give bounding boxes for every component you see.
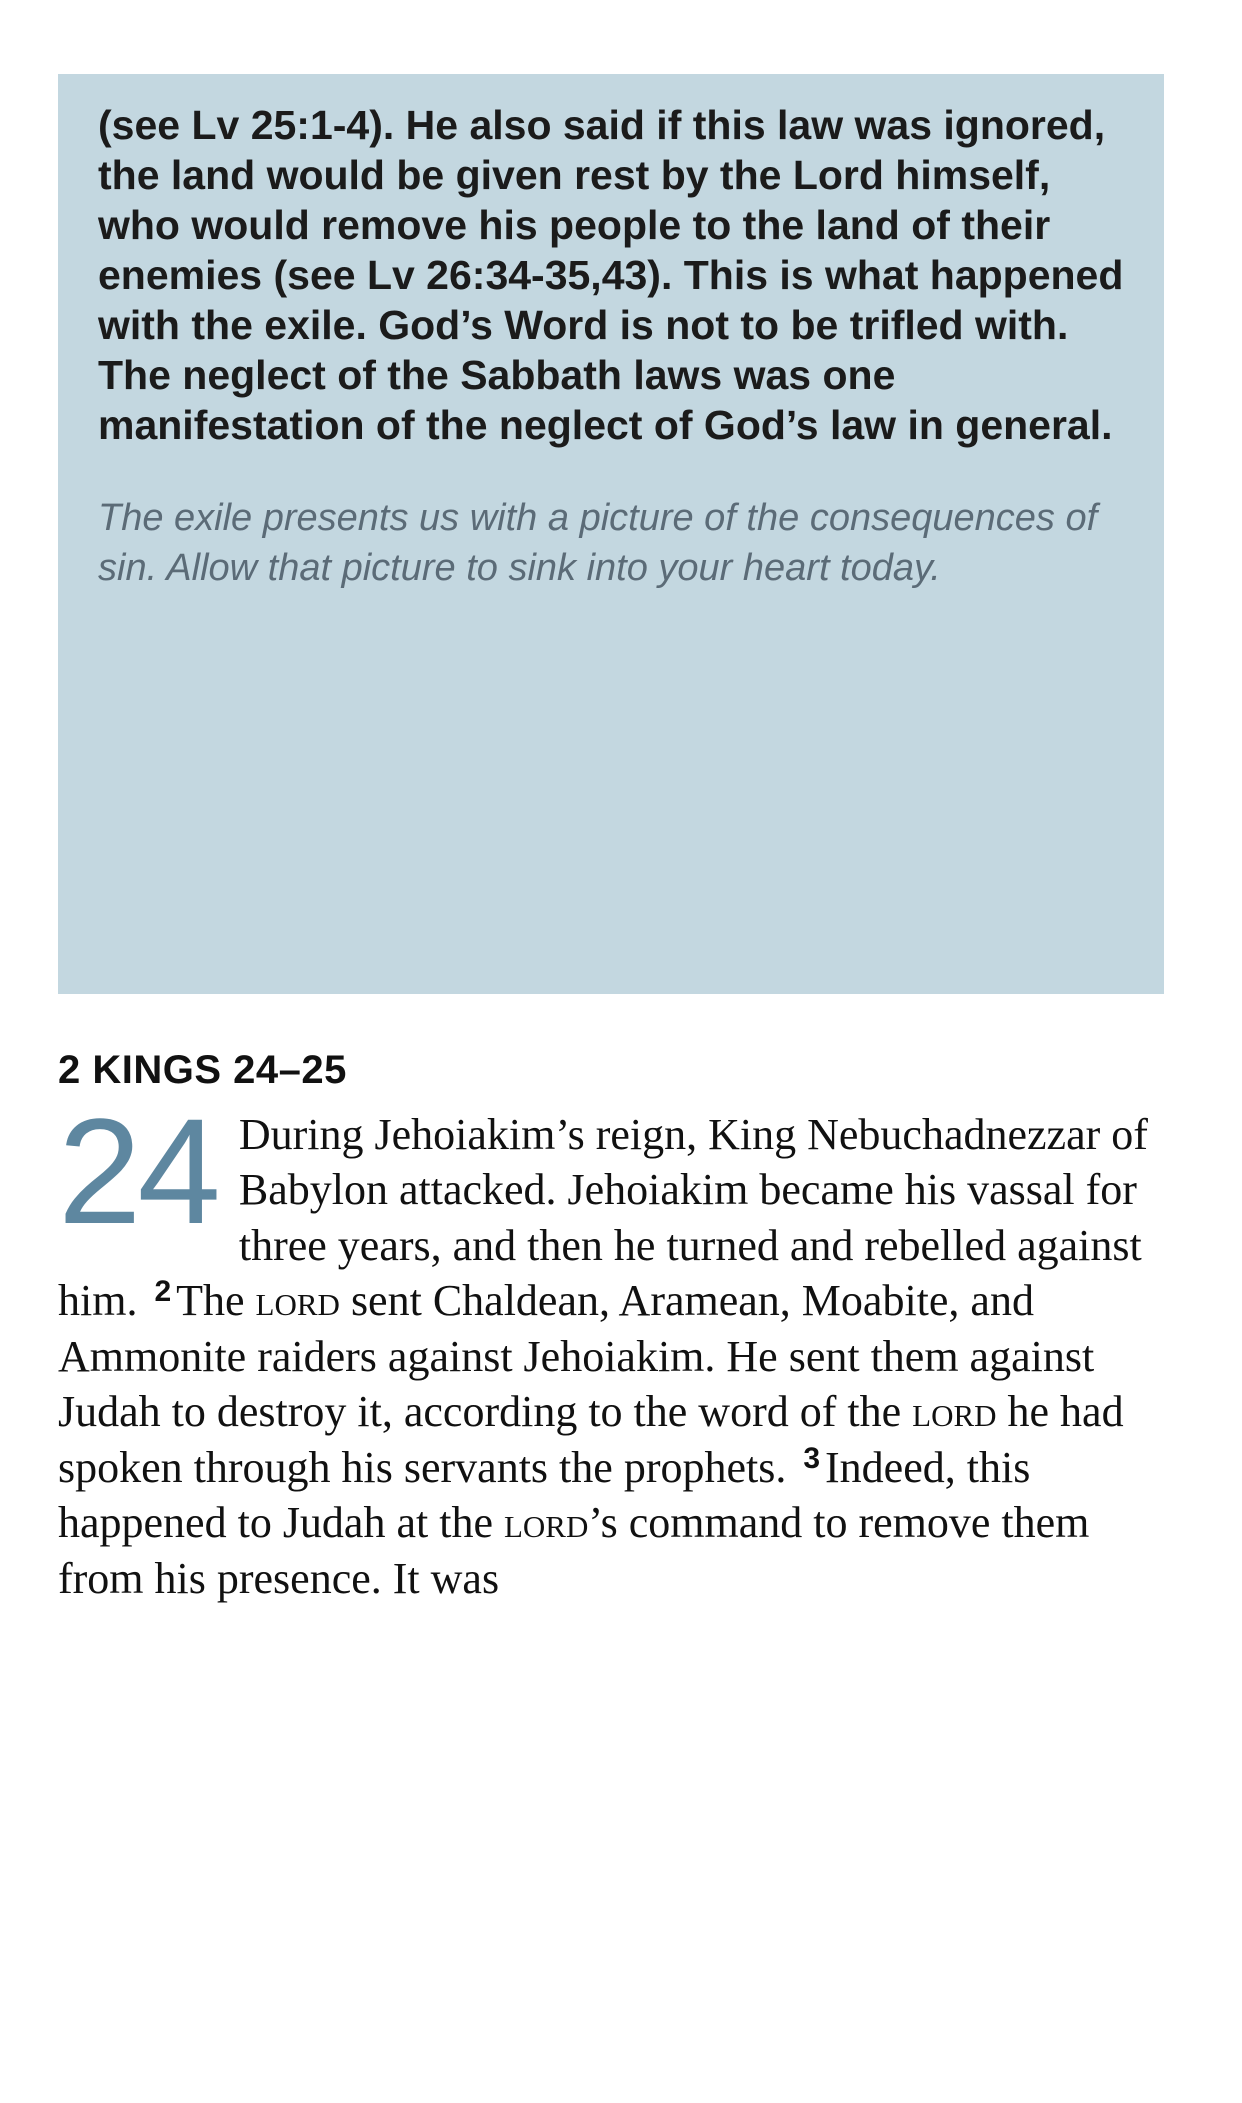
scripture-passage-heading: 2 KINGS 24–25: [58, 1048, 347, 1092]
divine-name: lord: [912, 1387, 997, 1437]
commentary-reflection-text: The exile presents us with a picture of the consequences of sin. Allow that picture to sink into your heart today.: [98, 497, 1098, 589]
verse-text: he had spoken through his servants the prophets.: [58, 1387, 1124, 1492]
divine-name: lord: [255, 1276, 340, 1326]
scripture-body-text: [58, 1087, 1184, 1606]
verse-text: sent Chaldean, Aramean, Moabite, and Ammonite raiders against Jehoiakim. He sent them against Judah to destroy it, according to the word of the: [58, 1276, 1095, 1437]
commentary-body-text: (see Lv 25:1-4). He also said if this law was ignored, the land would be given rest by the Lord himself, who would remove his people to the land of their enemies (see Lv 26:34-35,43). This is what happened with the exile. God’s Word is not to be trifled with. The neglect of the Sabbath laws was one manifestation of the neglect of God’s law in general.: [98, 102, 1124, 449]
verse-flow: [58, 1087, 1148, 1603]
verse-text: ’s command to remove them from his presence. It was: [58, 1498, 1090, 1603]
verse-number: 2: [154, 1275, 172, 1309]
commentary-panel: [58, 74, 1164, 994]
scripture-section: [58, 1048, 1184, 1606]
verse-text: The: [176, 1276, 256, 1326]
verse-text: During Jehoiakim’s reign, King Nebuchadnezzar of Babylon attacked. Jehoiakim became his vassal for three years, and then he turned and rebelled against him.: [58, 1110, 1148, 1326]
verse-number: 3: [803, 1441, 821, 1475]
verse-text: Indeed, this happened to Judah at the: [58, 1442, 1031, 1548]
divine-name: lord: [503, 1498, 589, 1548]
chapter-number-dropcap: 24: [58, 1087, 217, 1255]
